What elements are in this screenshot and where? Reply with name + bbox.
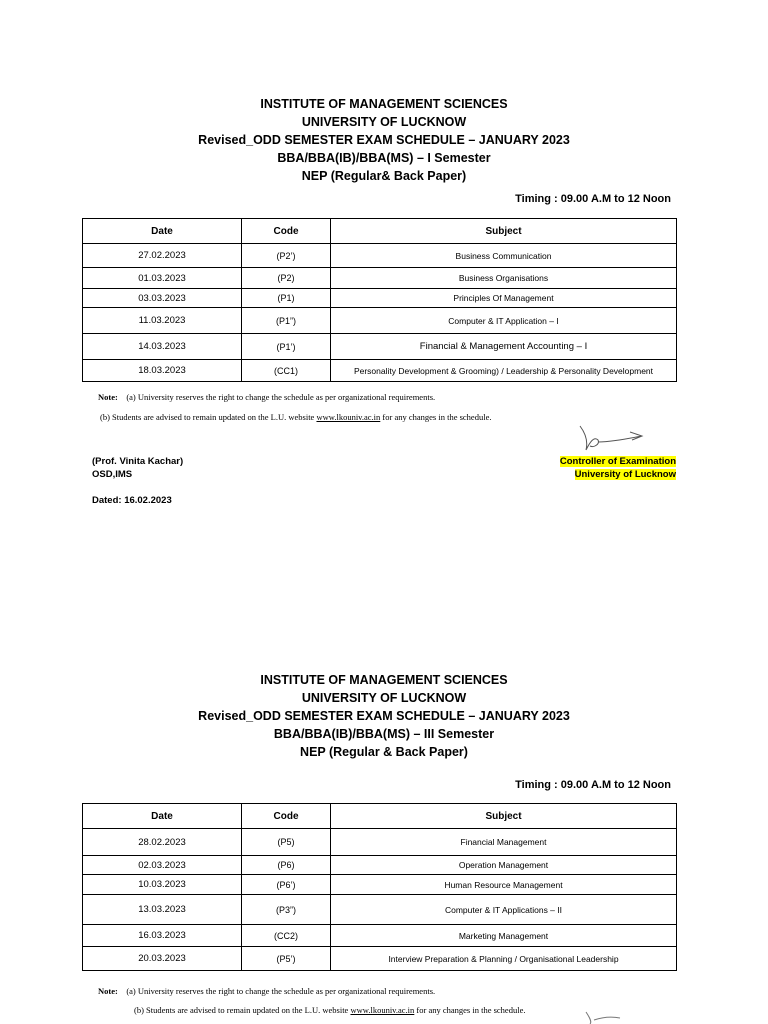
cell-subject: Computer & IT Applications – II [331, 895, 677, 925]
col-header-date: Date [83, 219, 242, 244]
website-link[interactable]: www.lkouniv.ac.in [350, 1005, 415, 1015]
signatory-title: OSD,IMS [92, 469, 133, 480]
note-label: Note: [98, 392, 118, 402]
cell-date: 03.03.2023 [83, 289, 242, 308]
note-b-text: (b) Students are advised to remain updated on the L.U. website [134, 1005, 351, 1015]
cell-subject: Financial Management [331, 829, 677, 856]
cell-date: 16.03.2023 [83, 925, 242, 947]
table-row [83, 875, 677, 895]
cell-date: 28.02.2023 [83, 829, 242, 856]
col-header-date: Date [83, 804, 242, 829]
cell-subject: Human Resource Management [331, 875, 677, 895]
cell-code: (P1’) [242, 334, 331, 360]
cell-code: (P3”) [242, 895, 331, 925]
cell-subject: Financial & Management Accounting – I [331, 334, 677, 360]
schedule-table-1 [82, 218, 677, 382]
institute-title: INSTITUTE OF MANAGEMENT SCIENCES [260, 673, 508, 687]
table-row [83, 308, 677, 334]
cell-date: 27.02.2023 [83, 244, 242, 268]
note-b-suffix: for any changes in the schedule. [380, 412, 492, 422]
paper-type: NEP (Regular & Back Paper) [300, 745, 468, 759]
cell-date: 11.03.2023 [83, 308, 242, 334]
col-header-subject: Subject [331, 804, 677, 829]
note-label: Note: [98, 986, 118, 996]
signatory-right [560, 455, 676, 481]
cell-subject: Marketing Management [331, 925, 677, 947]
note-a-text: (a) University reserves the right to change the schedule as per organizational requirements. [126, 392, 436, 402]
cell-date: 10.03.2023 [83, 875, 242, 895]
cell-date: 18.03.2023 [83, 360, 242, 382]
schedule-title: Revised_ODD SEMESTER EXAM SCHEDULE – JANUARY 2023 [198, 709, 570, 723]
table-row [83, 829, 677, 856]
cell-subject: Interview Preparation & Planning / Organisational Leadership [331, 947, 677, 971]
cell-date: 01.03.2023 [83, 268, 242, 289]
signature-image [572, 420, 652, 456]
signature-image-partial [580, 1010, 640, 1024]
table-header-row [83, 804, 677, 829]
table-row [83, 360, 677, 382]
table-row [83, 895, 677, 925]
note-a [98, 986, 435, 996]
table-row [83, 925, 677, 947]
cell-subject: Operation Management [331, 856, 677, 875]
cell-subject: Principles Of Management [331, 289, 677, 308]
cell-subject: Computer & IT Application – I [331, 308, 677, 334]
cell-code: (CC2) [242, 925, 331, 947]
table-row [83, 856, 677, 875]
dated-text: Dated: 16.02.2023 [92, 495, 172, 506]
institute-title: INSTITUTE OF MANAGEMENT SCIENCES [260, 97, 508, 111]
note-b [100, 412, 491, 422]
timing-text: Timing : 09.00 A.M to 12 Noon [515, 779, 671, 791]
col-header-subject: Subject [331, 219, 677, 244]
cell-code: (P2) [242, 268, 331, 289]
controller-university: University of Lucknow [574, 469, 676, 480]
note-b-text: (b) Students are advised to remain updated on the L.U. website [100, 412, 317, 422]
note-a [98, 392, 435, 402]
cell-subject: Business Organisations [331, 268, 677, 289]
table-row [83, 334, 677, 360]
controller-title: Controller of Examination [559, 456, 676, 467]
cell-code: (P1”) [242, 308, 331, 334]
university-title: UNIVERSITY OF LUCKNOW [301, 115, 467, 129]
table-row [83, 268, 677, 289]
cell-code: (P5’) [242, 947, 331, 971]
note-b [134, 1005, 525, 1015]
cell-date: 02.03.2023 [83, 856, 242, 875]
cell-date: 14.03.2023 [83, 334, 242, 360]
signatory-name: (Prof. Vinita Kachar) [92, 456, 184, 467]
note-b-suffix: for any changes in the schedule. [414, 1005, 526, 1015]
university-title: UNIVERSITY OF LUCKNOW [301, 691, 467, 705]
cell-code: (P6) [242, 856, 331, 875]
table-row [83, 244, 677, 268]
cell-code: (P6’) [242, 875, 331, 895]
program-title: BBA/BBA(IB)/BBA(MS) – I Semester [277, 151, 491, 165]
signatory-left [92, 455, 183, 481]
table-header-row [83, 219, 677, 244]
cell-code: (CC1) [242, 360, 331, 382]
schedule-table-2 [82, 803, 677, 971]
cell-subject: Personality Development & Grooming) / Leadership & Personality Development [331, 360, 677, 382]
note-a-text: (a) University reserves the right to change the schedule as per organizational requirements. [126, 986, 436, 996]
cell-code: (P5) [242, 829, 331, 856]
cell-code: (P1) [242, 289, 331, 308]
website-link[interactable]: www.lkouniv.ac.in [316, 412, 381, 422]
cell-date: 13.03.2023 [83, 895, 242, 925]
paper-type: NEP (Regular& Back Paper) [301, 169, 467, 183]
table-row [83, 947, 677, 971]
cell-code: (P2’) [242, 244, 331, 268]
cell-date: 20.03.2023 [83, 947, 242, 971]
col-header-code: Code [242, 804, 331, 829]
col-header-code: Code [242, 219, 331, 244]
program-title: BBA/BBA(IB)/BBA(MS) – III Semester [273, 727, 495, 741]
table-row [83, 289, 677, 308]
schedule-title: Revised_ODD SEMESTER EXAM SCHEDULE – JANUARY 2023 [198, 133, 570, 147]
timing-text: Timing : 09.00 A.M to 12 Noon [515, 193, 671, 205]
cell-subject: Business Communication [331, 244, 677, 268]
